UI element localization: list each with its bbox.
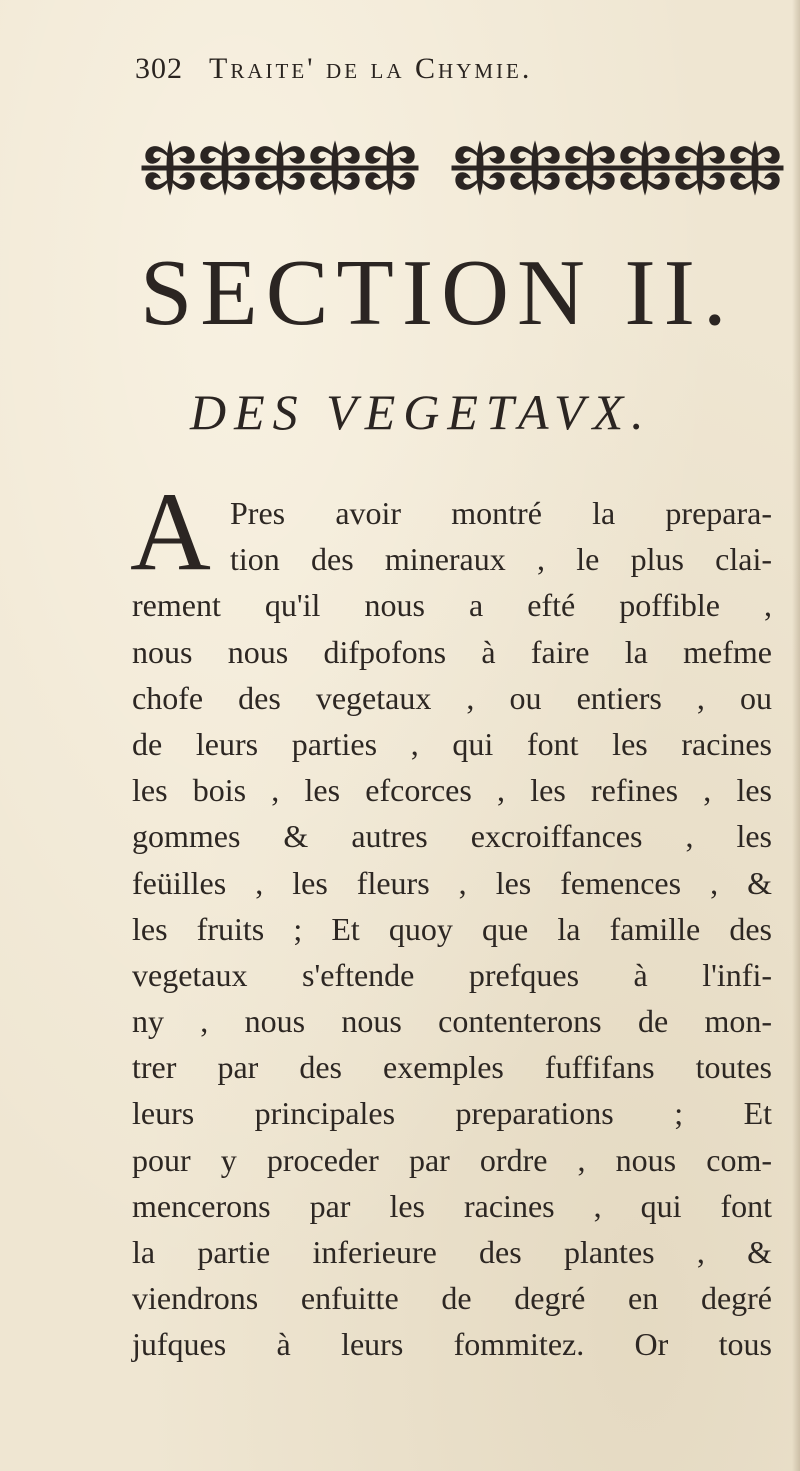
text-line: les fruits ; Et quoy que la famille des [132,910,772,947]
section-subheading: DES VEGETAVX. [190,384,652,440]
running-title: Traite' de la Chymie. [209,52,533,85]
fleuron-icon [562,142,618,194]
text-line: vegetaux s'eftende prefques à l'infi- [132,956,772,993]
page-edge-shadow [792,0,800,1471]
page-number: 302 [135,52,183,85]
text-line: pour y proceder par ordre , nous com- [132,1141,772,1178]
text-line: mencerons par les racines , qui font [132,1187,772,1224]
fleuron-icon [507,142,563,194]
section-heading: SECTION II. [140,241,735,345]
fleuron-icon [197,142,253,194]
text-line: chofe des vegetaux , ou entiers , ou [132,679,772,716]
text-line: gommes & autres excroiffances , les [132,818,772,855]
text-line: de leurs parties , qui font les racines [132,725,772,762]
fleuron-icon [142,142,198,194]
text-line: les bois , les efcorces , les refines , les [132,772,772,809]
text-line: feüilles , les fleurs , les femences , & [132,864,772,901]
fleuron-icon [452,142,508,194]
text-line: viendrons enfuitte de degré en degré [132,1280,772,1317]
fleuron-icon [617,142,673,194]
text-line: ny , nous nous contenterons de mon- [132,1003,772,1040]
text-line: trer par des exemples fuffifans toutes [132,1049,772,1086]
fleuron-icon [727,142,783,194]
text-line: la partie inferieure des plantes , & [132,1234,772,1270]
fleuron-icon [307,142,363,194]
fleuron-band-icon [140,128,785,208]
text-line: rement qu'il nous a efté poffible , [132,587,772,624]
text-line: Pres avoir montré la prepara- [230,495,772,531]
fleuron-icon [362,142,418,194]
text-line: nous nous difpofons à faire la mefme [132,633,772,670]
text-line: tion des mineraux , le plus clai- [230,541,772,578]
text-line: jufques à leurs fommitez. Or tous [132,1326,772,1363]
text-line: leurs principales preparations ; Et [132,1095,772,1132]
fleuron-icon [252,142,308,194]
drop-cap: A [130,470,211,594]
body-text [132,490,772,1368]
fleuron-icon [672,142,728,194]
running-head [135,52,735,92]
